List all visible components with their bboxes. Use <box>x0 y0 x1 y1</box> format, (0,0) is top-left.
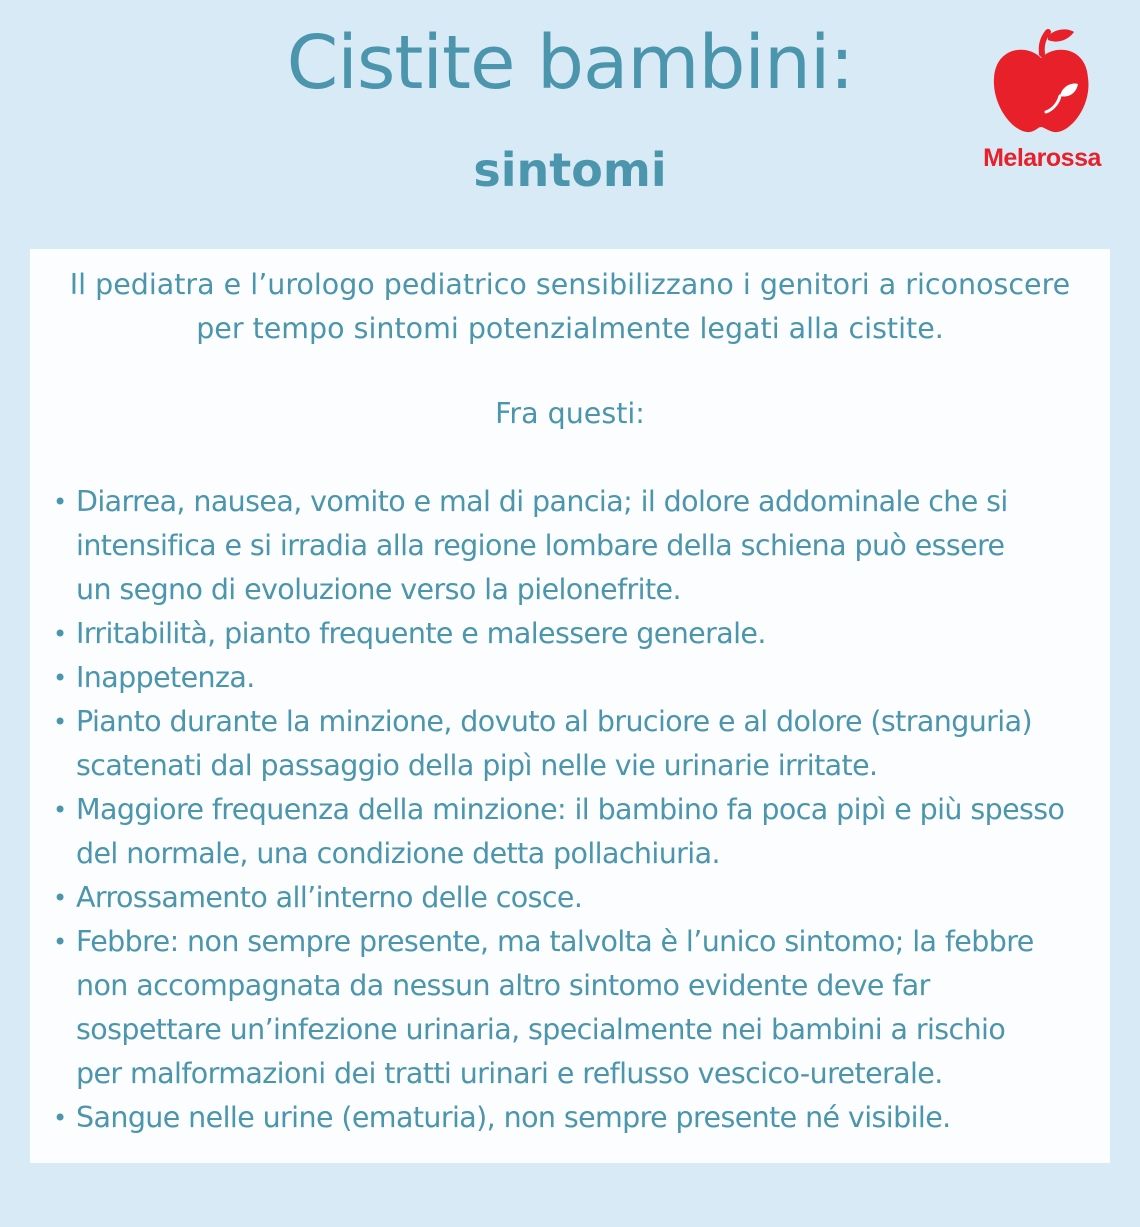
page-title: Cistite bambini: <box>286 20 854 106</box>
list-item <box>53 1096 1106 1140</box>
content-card <box>30 249 1110 1163</box>
item-line: Sangue nelle urine (ematuria), non sempre presente né visibile. <box>76 1101 951 1134</box>
bullet-icon: • <box>53 708 67 736</box>
item-line: del normale, una condizione detta pollachiuria. <box>76 837 720 870</box>
symptom-list <box>53 480 1106 1140</box>
apple-icon <box>986 26 1096 138</box>
list-item <box>53 480 1106 612</box>
item-line: non accompagnata da nessun altro sintomo evidente deve far <box>76 969 930 1002</box>
item-line: un segno di evoluzione verso la pielonefrite. <box>76 573 681 606</box>
item-line: per malformazioni dei tratti urinari e reflusso vescico-ureterale. <box>76 1057 943 1090</box>
list-item <box>53 920 1106 1096</box>
item-line: Arrossamento all’interno delle cosce. <box>76 881 583 914</box>
item-line: intensifica e si irradia alla regione lombare della schiena può essere <box>76 529 1005 562</box>
list-item <box>53 788 1106 876</box>
list-item <box>53 876 1106 920</box>
intro-line: Il pediatra e l’urologo pediatrico sensibilizzano i genitori a riconoscere <box>69 268 1071 301</box>
brand-name: Melarossa <box>983 144 1101 172</box>
item-line: Diarrea, nausea, vomito e mal di pancia; il dolore addominale che si <box>76 485 1008 518</box>
bullet-icon: • <box>53 796 67 824</box>
brand-logo <box>962 26 1122 176</box>
bullet-icon: • <box>53 884 67 912</box>
item-line: Maggiore frequenza della minzione: il bambino fa poca pipì e più spesso <box>76 793 1065 826</box>
list-item <box>53 700 1106 788</box>
page-subtitle: sintomi <box>473 143 667 197</box>
bullet-icon: • <box>53 1104 67 1132</box>
item-line: Febbre: non sempre presente, ma talvolta è l’unico sintomo; la febbre <box>76 925 1034 958</box>
bullet-icon: • <box>53 928 67 956</box>
item-line: Inappetenza. <box>76 661 255 694</box>
list-item <box>53 612 1106 656</box>
bullet-icon: • <box>53 664 67 692</box>
item-line: Pianto durante la minzione, dovuto al bruciore e al dolore (stranguria) <box>76 705 1032 738</box>
intro-line: per tempo sintomi potenzialmente legati alla cistite. <box>196 312 944 345</box>
item-line: sospettare un’infezione urinaria, specialmente nei bambini a rischio <box>76 1013 1006 1046</box>
list-item <box>53 656 1106 700</box>
item-line: scatenati dal passaggio della pipì nelle vie urinarie irritate. <box>76 749 878 782</box>
item-line: Irritabilità, pianto frequente e malessere generale. <box>76 617 766 650</box>
intro-text <box>30 263 1110 351</box>
list-lead: Fra questi: <box>495 397 645 430</box>
bullet-icon: • <box>53 488 67 516</box>
bullet-icon: • <box>53 620 67 648</box>
